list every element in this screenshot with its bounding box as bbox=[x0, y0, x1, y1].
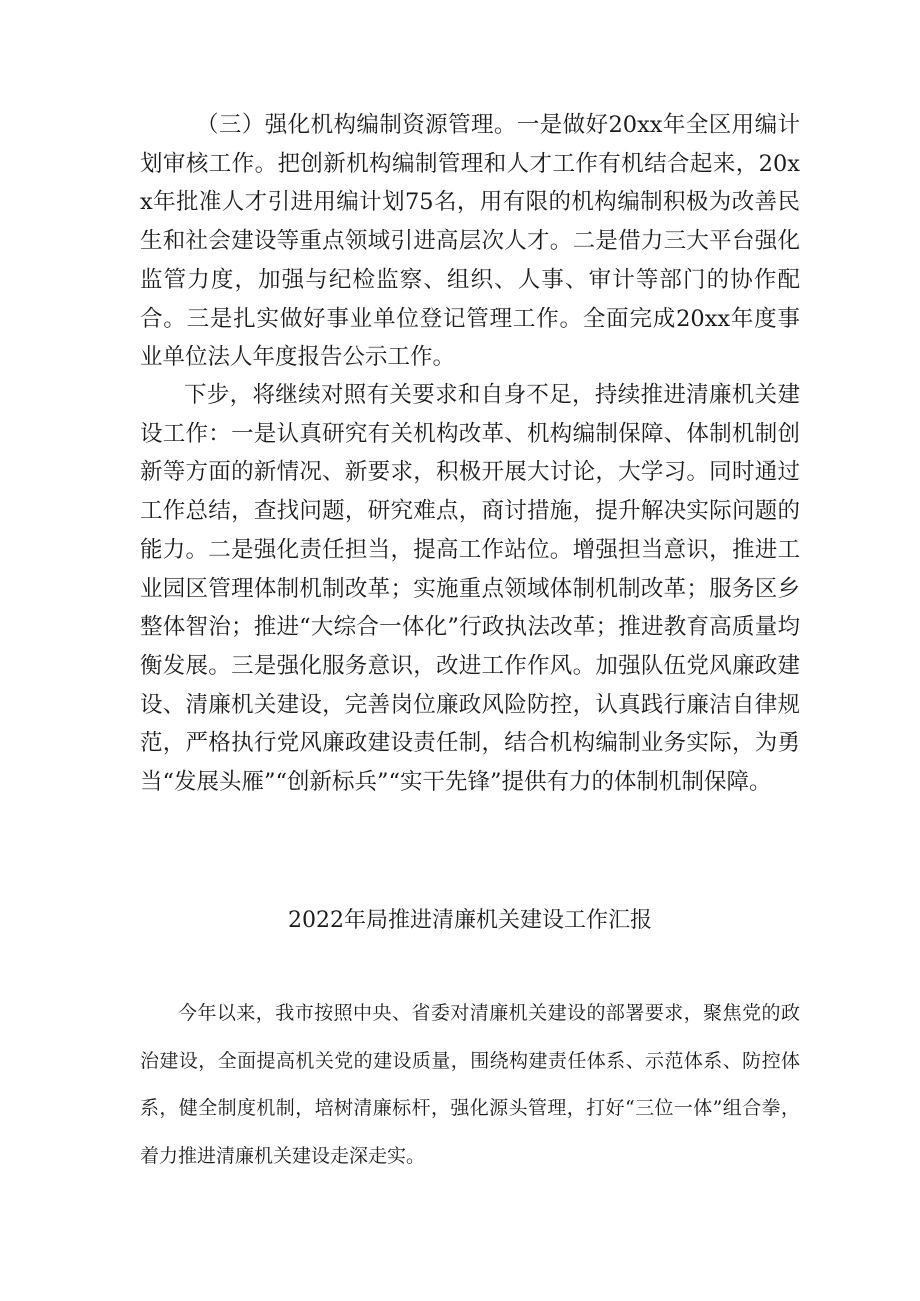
paragraph-next-steps: 下步，将继续对照有关要求和自身不足，持续推进清廉机关建设工作：一是认真研究有关机构改革、机构编制保障、体制机制创新等方面的新情况、新要求，积极开展大讨论，大学习。同时通过工作总结，查找问题，研究难点，商讨措施，提升解决实际问题的能力。二是强化责任担当，提高工作站位。增强担当意识，推进工业园区管理体制机制改革；实施重点领域体制机制改革；服务区乡整体智治；推进“大综合一体化”行政执法改革；推进教育高质量均衡发展。三是强化服务意识，改进工作作风。加强队伍党风廉政建设、清廉机关建设，完善岗位廉政风险防控，认真践行廉洁自律规范，严格执行党风廉政建设责任制，结合机构编制业务实际，为勇当“发展头雁”“创新标兵”“实干先锋”提供有力的体制机制保障。 bbox=[140, 382, 800, 796]
paragraph-strengthen-organization: （三）强化机构编制资源管理。一是做好20xx年全区用编计划审核工作。把创新机构编制管理和人才工作有机结合起来，20xx年批准人才引进用编计划75名，用有限的机构编制积极为改善民生和社会建设等重点领域引进高层次人才。二是借力三大平台强化监管力度，加强与纪检监察、组织、人事、审计等部门的协作配合。三是扎实做好事业单位登记管理工作。全面完成20xx年度事业单位法人年度报告公示工作。 bbox=[140, 112, 800, 371]
report-title: 2022年局推进清廉机关建设工作汇报 bbox=[288, 908, 652, 933]
paragraph-report-intro: 今年以来，我市按照中央、省委对清廉机关建设的部署要求，聚焦党的政治建设，全面提高机关党的建设质量，围绕构建责任体系、示范体系、防控体系，健全制度机制，培树清廉标杆，强化源头管理，打好“三位一体”组合拳，着力推进清廉机关建设走深走实。 bbox=[140, 1002, 800, 1167]
